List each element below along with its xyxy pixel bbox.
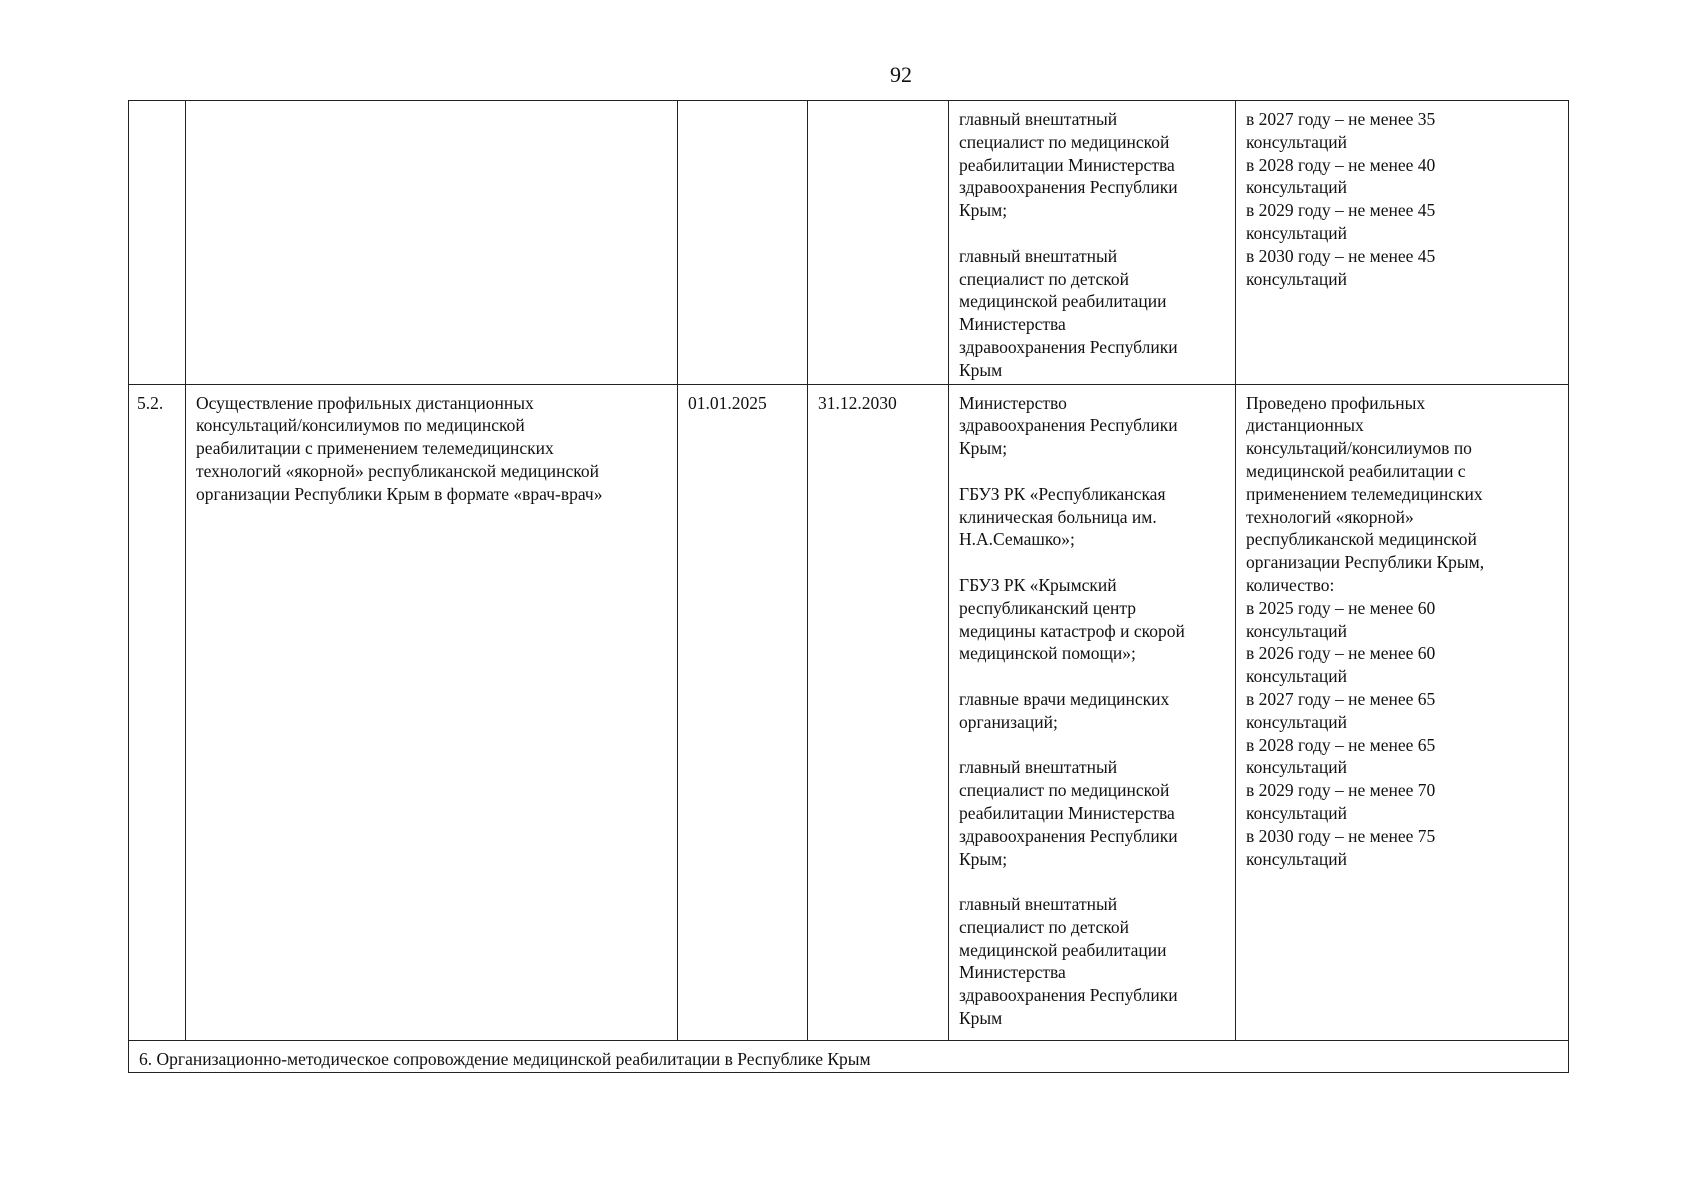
row-number: 5.2. bbox=[129, 384, 186, 1040]
text-line: специалист по детской bbox=[959, 916, 1129, 937]
responsible-cell bbox=[949, 384, 1236, 1040]
number-cell bbox=[129, 101, 186, 385]
text-line: Крым bbox=[959, 1008, 1003, 1029]
text-line: в 2027 году – не менее 65 bbox=[1246, 688, 1436, 709]
text-line: республиканский центр bbox=[959, 597, 1137, 618]
text-line: в 2029 году – не менее 70 bbox=[1246, 780, 1436, 801]
text-line: здравоохранения Республики bbox=[959, 415, 1178, 436]
text-line: главный внештатный bbox=[959, 894, 1118, 915]
section-heading-row bbox=[129, 1040, 1569, 1073]
text-line: Министерства bbox=[959, 314, 1066, 335]
responsible-party bbox=[959, 392, 1225, 460]
page-number: 92 bbox=[890, 62, 912, 87]
text-line: медицины катастроф и скорой bbox=[959, 620, 1185, 641]
text-line: технологий «якорной» bbox=[1246, 506, 1414, 527]
text-line: консультаций bbox=[1246, 268, 1348, 289]
text-line: реабилитации Министерства bbox=[959, 802, 1175, 823]
text-line: медицинской помощи»; bbox=[959, 643, 1136, 664]
text-line: организации Республики Крым в формате «врач-врач» bbox=[196, 483, 603, 504]
text-line: здравоохранения Республики bbox=[959, 985, 1178, 1006]
text-line: консультаций bbox=[1246, 666, 1348, 687]
text-line: медицинской реабилитации bbox=[959, 291, 1167, 312]
activity-cell bbox=[186, 101, 678, 385]
text-line: в 2026 году – не менее 60 bbox=[1246, 643, 1436, 664]
text-line: консультаций bbox=[1246, 177, 1348, 198]
text-line: консультаций/консилиумов по bbox=[1246, 438, 1472, 459]
text-line: применением телемедицинских bbox=[1246, 483, 1483, 504]
text-line: специалист по детской bbox=[959, 268, 1129, 289]
text-line: в 2029 году – не менее 45 bbox=[1246, 200, 1436, 221]
plan-table bbox=[128, 100, 1569, 1073]
text-line: консультаций bbox=[1246, 802, 1348, 823]
text-line: главный внештатный bbox=[959, 245, 1118, 266]
text-line: ГБУЗ РК «Крымский bbox=[959, 574, 1117, 595]
text-line: республиканской медицинской bbox=[1246, 529, 1477, 550]
text-line: консультаций bbox=[1246, 848, 1348, 869]
text-line: реабилитации Министерства bbox=[959, 154, 1175, 175]
text-line: Крым bbox=[959, 359, 1003, 380]
text-line: главные врачи медицинских bbox=[959, 688, 1170, 709]
result-cell bbox=[1236, 384, 1569, 1040]
responsible-party bbox=[959, 688, 1225, 734]
text-line: консультаций bbox=[1246, 711, 1348, 732]
start-date: 01.01.2025 bbox=[678, 384, 808, 1040]
responsible-party bbox=[959, 245, 1225, 382]
responsible-party bbox=[959, 574, 1225, 665]
text-line: в 2025 году – не менее 60 bbox=[1246, 597, 1436, 618]
text-line: технологий «якорной» республиканской медицинской bbox=[196, 460, 599, 481]
text-line: Осуществление профильных дистанционных bbox=[196, 392, 534, 413]
responsible-party bbox=[959, 483, 1225, 551]
responsible-cell bbox=[949, 101, 1236, 385]
responsible-party bbox=[959, 893, 1225, 1030]
table-row-5-2 bbox=[129, 384, 1569, 1040]
text-line: количество: bbox=[1246, 574, 1335, 595]
text-line: дистанционных bbox=[1246, 415, 1364, 436]
text-line: медицинской реабилитации bbox=[959, 939, 1167, 960]
text-line: в 2027 году – не менее 35 bbox=[1246, 109, 1436, 129]
text-line: Министерство bbox=[959, 392, 1067, 413]
text-line: специалист по медицинской bbox=[959, 131, 1170, 152]
text-line: в 2030 году – не менее 75 bbox=[1246, 825, 1436, 846]
text-line: главный внештатный bbox=[959, 109, 1118, 129]
text-line: организации Республики Крым, bbox=[1246, 552, 1485, 573]
responsible-party bbox=[959, 108, 1225, 222]
text-line: в 2028 году – не менее 65 bbox=[1246, 734, 1436, 755]
text-line: ГБУЗ РК «Республиканская bbox=[959, 483, 1166, 504]
text-line: клиническая больница им. bbox=[959, 506, 1157, 527]
text-line: консультаций bbox=[1246, 620, 1348, 641]
text-line: Проведено профильных bbox=[1246, 392, 1426, 413]
text-line: специалист по медицинской bbox=[959, 780, 1170, 801]
text-line: главный внештатный bbox=[959, 757, 1118, 778]
section-6-heading: 6. Организационно-методическое сопровождение медицинской реабилитации в Республике Крым bbox=[129, 1040, 1569, 1073]
text-line: организаций; bbox=[959, 711, 1058, 732]
text-line: реабилитации с применением телемедицинских bbox=[196, 438, 554, 459]
text-line: Крым; bbox=[959, 438, 1008, 459]
end-date-cell bbox=[808, 101, 949, 385]
start-date-cell bbox=[678, 101, 808, 385]
responsible-party bbox=[959, 756, 1225, 870]
text-line: Министерства bbox=[959, 962, 1066, 983]
text-line: в 2028 году – не менее 40 bbox=[1246, 154, 1436, 175]
text-line: медицинской реабилитации с bbox=[1246, 460, 1466, 481]
text-line: Крым; bbox=[959, 848, 1008, 869]
end-date: 31.12.2030 bbox=[808, 384, 949, 1040]
text-line: консультаций/консилиумов по медицинской bbox=[196, 415, 525, 436]
text-line: Крым; bbox=[959, 200, 1008, 221]
activity-cell bbox=[186, 384, 678, 1040]
text-line: здравоохранения Республики bbox=[959, 177, 1178, 198]
text-line: консультаций bbox=[1246, 222, 1348, 243]
text-line: в 2030 году – не менее 45 bbox=[1246, 245, 1436, 266]
text-line: консультаций bbox=[1246, 131, 1348, 152]
result-cell bbox=[1236, 101, 1569, 385]
text-line: здравоохранения Республики bbox=[959, 825, 1178, 846]
table-row-continued bbox=[129, 101, 1569, 385]
text-line: здравоохранения Республики bbox=[959, 336, 1178, 357]
text-line: консультаций bbox=[1246, 757, 1348, 778]
text-line: Н.А.Семашко»; bbox=[959, 529, 1075, 550]
